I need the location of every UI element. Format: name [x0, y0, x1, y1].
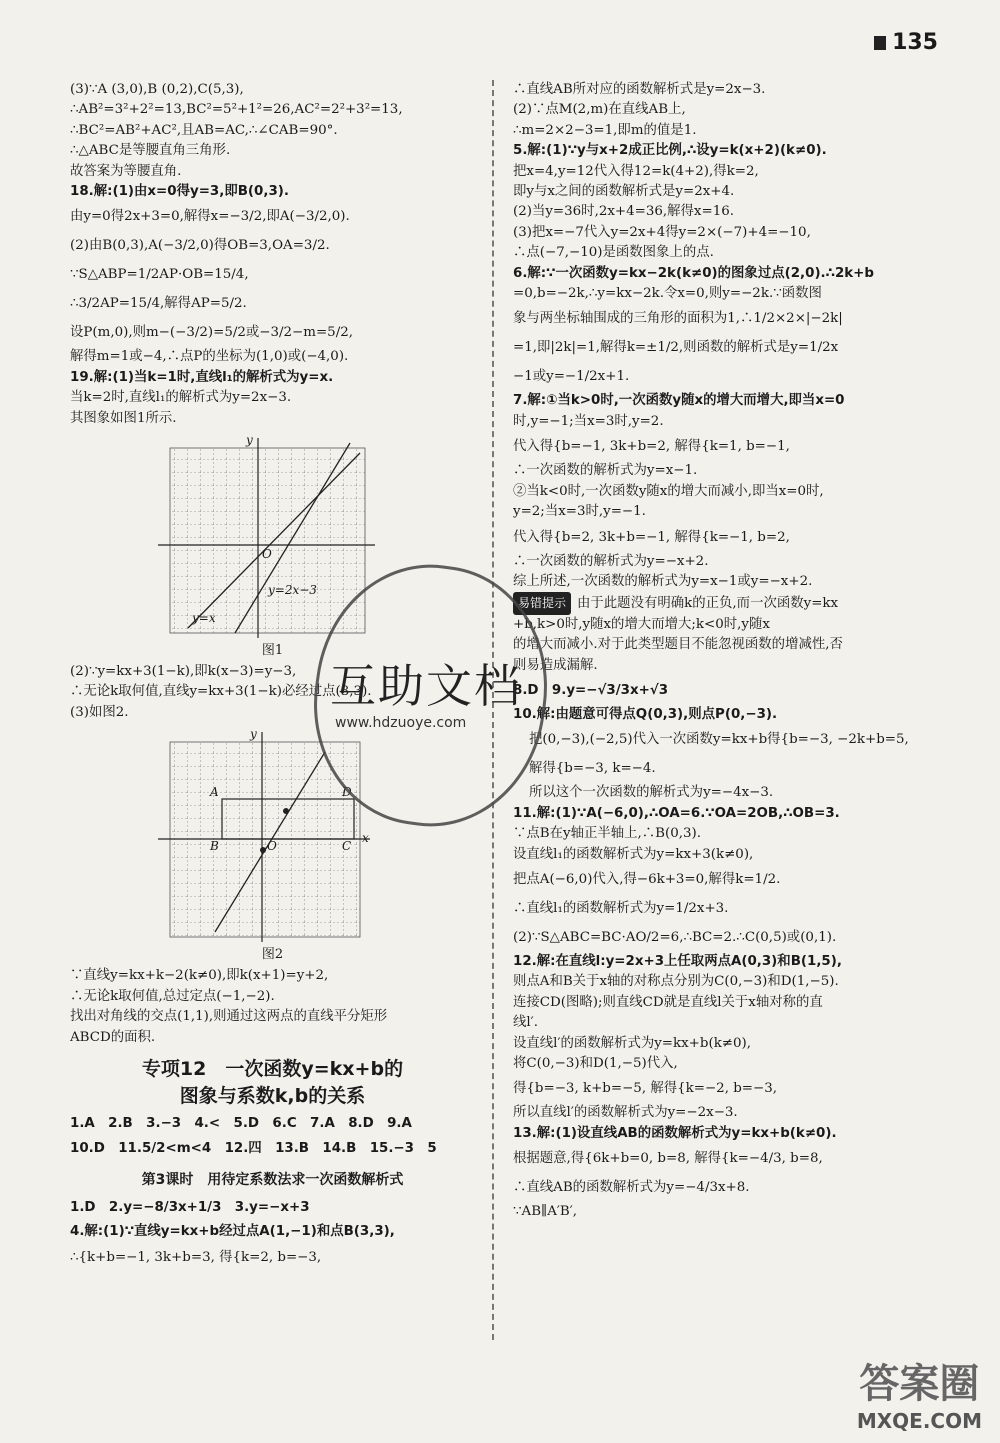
text-line: 连接CD(图略);则直线CD就是直线l关于x轴对称的直: [513, 994, 823, 1010]
right-column: [513, 80, 943, 1223]
question-13: 13.解:(1)设直线AB的函数解析式为y=kx+b(k≠0).: [513, 1125, 837, 1141]
text-line: ∴AB²=3²+2²=13,BC²=5²+1²=26,AC²=2²+3²=13,: [70, 102, 403, 118]
question-10: 10.解:由题意可得点Q(0,3),则点P(0,−3).: [513, 706, 778, 722]
page-number: 135: [874, 30, 938, 55]
corner-logo: [857, 1352, 982, 1433]
text-line: (3)如图2.: [70, 704, 129, 720]
text-line: y=2;当x=3时,y=−1.: [513, 504, 646, 520]
text-line: 把x=4,y=12代入得12=k(4+2),得k=2,: [513, 163, 759, 179]
tip-tag: 易错提示: [513, 592, 571, 614]
text-line: ∵AB∥A′B′,: [513, 1204, 578, 1220]
figure-1-o-label: O: [262, 547, 272, 562]
text-line: (2)当y=36时,2x+4=36,解得x=16.: [513, 204, 735, 220]
figure-1-caption: 图1: [261, 643, 284, 659]
question-18: 18.解:(1)由x=0得y=3,即B(0,3).: [70, 184, 289, 200]
text-line: 代入得{b=2, 3k+b=−1, 解得{k=−1, b=2,: [513, 529, 790, 545]
text-line: ∴BC²=AB²+AC²,且AB=AC,∴∠CAB=90°.: [70, 122, 338, 138]
text-line: 所以直线l′的函数解析式为y=−2x−3.: [513, 1105, 738, 1121]
question-6: 6.解:∵一次函数y=kx−2k(k≠0)的图象过点(2,0).∴2k+b: [513, 265, 874, 281]
figure-2-a-label: A: [210, 785, 219, 800]
text-line: 设直线l′的函数解析式为y=kx+b(k≠0),: [513, 1035, 752, 1051]
figure-1-y-label: y: [246, 433, 253, 448]
question-11: 11.解:(1)∵A(−6,0),∴OA=6.∵OA=2OB,∴OB=3.: [513, 805, 840, 821]
text-line: 将C(0,−3)和D(1,−5)代入,: [513, 1056, 678, 1071]
text-line: 解得{b=−3, k=−4.: [529, 761, 656, 777]
text-line: 把点A(−6,0)代入,得−6k+3=0,解得k=1/2.: [513, 871, 781, 887]
figure-2-x-label: x: [362, 831, 369, 846]
text-line: (2)∵y=kx+3(1−k),即k(x−3)=y−3,: [70, 664, 297, 680]
text-line: ∴3/2AP=15/4,解得AP=5/2.: [70, 296, 247, 312]
text-line: =1,即|2k|=1,解得k=±1/2,则函数的解析式是y=1/2x: [513, 340, 839, 356]
text-line: ∴无论k取何值,总过定点(−1,−2).: [70, 988, 275, 1004]
text-line: 其图象如图1所示.: [70, 410, 177, 426]
text-line: (2)∵点M(2,m)在直线AB上,: [513, 102, 686, 118]
text-line: ∴一次函数的解析式为y=x−1.: [513, 463, 698, 479]
tip-line: 由于此题没有明确k的正负,而一次函数y=kx: [577, 596, 839, 612]
corner-logo-url: MXQE.COM: [856, 1409, 982, 1433]
text-line: 由y=0得2x+3=0,解得x=−3/2,即A(−3/2,0).: [70, 209, 350, 225]
text-line: ∴{k+b=−1, 3k+b=3, 得{k=2, b=−3,: [70, 1249, 322, 1265]
text-line: 设直线l₁的函数解析式为y=kx+3(k≠0),: [513, 846, 754, 862]
text-line: ∴△ABC是等腰直角三角形.: [70, 143, 231, 159]
text-line: =0,b=−2k,∴y=kx−2k.令x=0,则y=−2k.∵函数图: [513, 286, 822, 302]
figure-2-o-label: O: [267, 839, 277, 854]
answers-row-2: 10.D 11.5/2<m<4 12.四 13.B 14.B 15.−3 5: [70, 1141, 437, 1157]
text-line: 象与两坐标轴围成的三角形的面积为1,∴1/2×2×|−2k|: [513, 311, 843, 327]
text-line: (2)∵S△ABC=BC·AO/2=6,∴BC=2.∴C(0,5)或(0,1).: [513, 929, 837, 945]
text-line: ∴直线AB所对应的函数解析式是y=2x−3.: [513, 82, 766, 97]
lesson-answers: 1.D 2.y=−8/3x+1/3 3.y=−x+3: [70, 1200, 310, 1216]
tip-line: 的增大而减小.对于此类型题目不能忽视函数的增减性,否: [513, 637, 843, 653]
watermark-url: www.hdzuoye.com: [335, 715, 467, 731]
text-line: ∴点(−7,−10)是函数图象上的点.: [513, 245, 714, 261]
text-line: 即y与x之间的函数解析式是y=2x+4.: [513, 184, 735, 200]
text-line: ∴直线l₁的函数解析式为y=1/2x+3.: [513, 900, 729, 916]
text-line: ②当k<0时,一次函数y随x的增大而减小,即当x=0时,: [513, 483, 824, 499]
text-line: −1或y=−1/2x+1.: [513, 369, 630, 385]
figure-1-line1-label: y=x: [192, 611, 216, 626]
text-line: (2)由B(0,3),A(−3/2,0)得OB=3,OA=3/2.: [70, 238, 330, 254]
text-line: 当k=2时,直线l₁的解析式为y=2x−3.: [70, 390, 292, 406]
text-line: 设P(m,0),则m−(−3/2)=5/2或−3/2−m=5/2,: [70, 325, 353, 341]
text-line: 把(0,−3),(−2,5)代入一次函数y=kx+b得{b=−3, −2k+b=5,: [529, 732, 909, 748]
tip-line: +b,k>0时,y随x的增大而增大;k<0时,y随x: [513, 616, 770, 632]
text-line: 找出对角线的交点(1,1),则通过这两点的直线平分矩形: [70, 1009, 388, 1025]
text-line: 故答案为等腰直角.: [70, 163, 182, 179]
lesson-title: 第3课时 用待定系数法求一次函数解析式: [141, 1172, 404, 1189]
figure-1-line2-label: y=2x−3: [268, 583, 317, 598]
watermark-text: 互助文档: [330, 659, 522, 713]
text-line: 代入得{b=−1, 3k+b=2, 解得{k=1, b=−1,: [513, 439, 790, 455]
text-line: ∴无论k取何值,直线y=kx+3(1−k)必经过点(3,3).: [70, 684, 372, 700]
text-line: 解得m=1或−4,∴点P的坐标为(1,0)或(−4,0).: [70, 349, 349, 365]
section-title-line1: 专项12 一次函数y=kx+b的: [141, 1057, 404, 1080]
text-line: ∴m=2×2−3=1,即m的值是1.: [513, 122, 697, 138]
text-line: ∵点B在y轴正半轴上,∴B(0,3).: [513, 826, 702, 842]
question-4: 4.解:(1)∵直线y=kx+b经过点A(1,−1)和点B(3,3),: [70, 1224, 395, 1240]
question-12: 12.解:在直线l:y=2x+3上任取两点A(0,3)和B(1,5),: [513, 953, 842, 969]
figure-2-d-label: D: [342, 785, 352, 800]
text-line: (3)∵A (3,0),B (0,2),C(5,3),: [70, 82, 244, 97]
question-5: 5.解:(1)∵y与x+2成正比例,∴设y=k(x+2)(k≠0).: [513, 143, 827, 159]
text-line: 则点A和B关于x轴的对称点分别为C(0,−3)和D(1,−5).: [513, 974, 839, 990]
text-line: (3)把x=−7代入y=2x+4得y=2×(−7)+4=−10,: [513, 224, 811, 240]
section-title-line2: 图象与系数k,b的关系: [179, 1084, 366, 1107]
text-line: 得{b=−3, k+b=−5, 解得{k=−2, b=−3,: [513, 1081, 778, 1097]
answers-row-1: 1.A 2.B 3.−3 4.< 5.D 6.C 7.A 8.D 9.A: [70, 1115, 412, 1131]
question-19: 19.解:(1)当k=1时,直线l₁的解析式为y=x.: [70, 369, 334, 385]
figure-2-y-label: y: [250, 727, 257, 742]
text-line: ∴一次函数的解析式为y=−x+2.: [513, 553, 709, 569]
text-line: 线l′.: [513, 1015, 538, 1031]
tip-line: 则易造成漏解.: [513, 657, 598, 673]
text-line: 根据题意,得{6k+b=0, b=8, 解得{k=−4/3, b=8,: [513, 1151, 823, 1167]
text-line: 所以这个一次函数的解析式为y=−4x−3.: [529, 785, 774, 801]
answers-8-9: 8.D 9.y=−√3/3x+√3: [513, 682, 669, 698]
corner-logo-text: 答案圈: [859, 1361, 980, 1407]
text-line: 综上所述,一次函数的解析式为y=x−1或y=−x+2.: [513, 573, 813, 589]
error-tip: [513, 592, 943, 676]
text-line: ∵S△ABP=1/2AP·OB=15/4,: [70, 267, 249, 283]
figure-2-c-label: C: [342, 839, 352, 854]
text-line: ∴直线AB的函数解析式为y=−4/3x+8.: [513, 1180, 750, 1196]
figure-2-caption: 图2: [261, 947, 284, 963]
text-line: 时,y=−1;当x=3时,y=2.: [513, 413, 664, 429]
question-7: 7.解:①当k>0时,一次函数y随x的增大而增大,即当x=0: [513, 393, 845, 409]
text-line: ∵直线y=kx+k−2(k≠0),即k(x+1)=y+2,: [70, 968, 329, 984]
section-title: [70, 1056, 475, 1110]
figure-2-b-label: B: [210, 839, 219, 854]
text-line: ABCD的面积.: [70, 1029, 156, 1045]
